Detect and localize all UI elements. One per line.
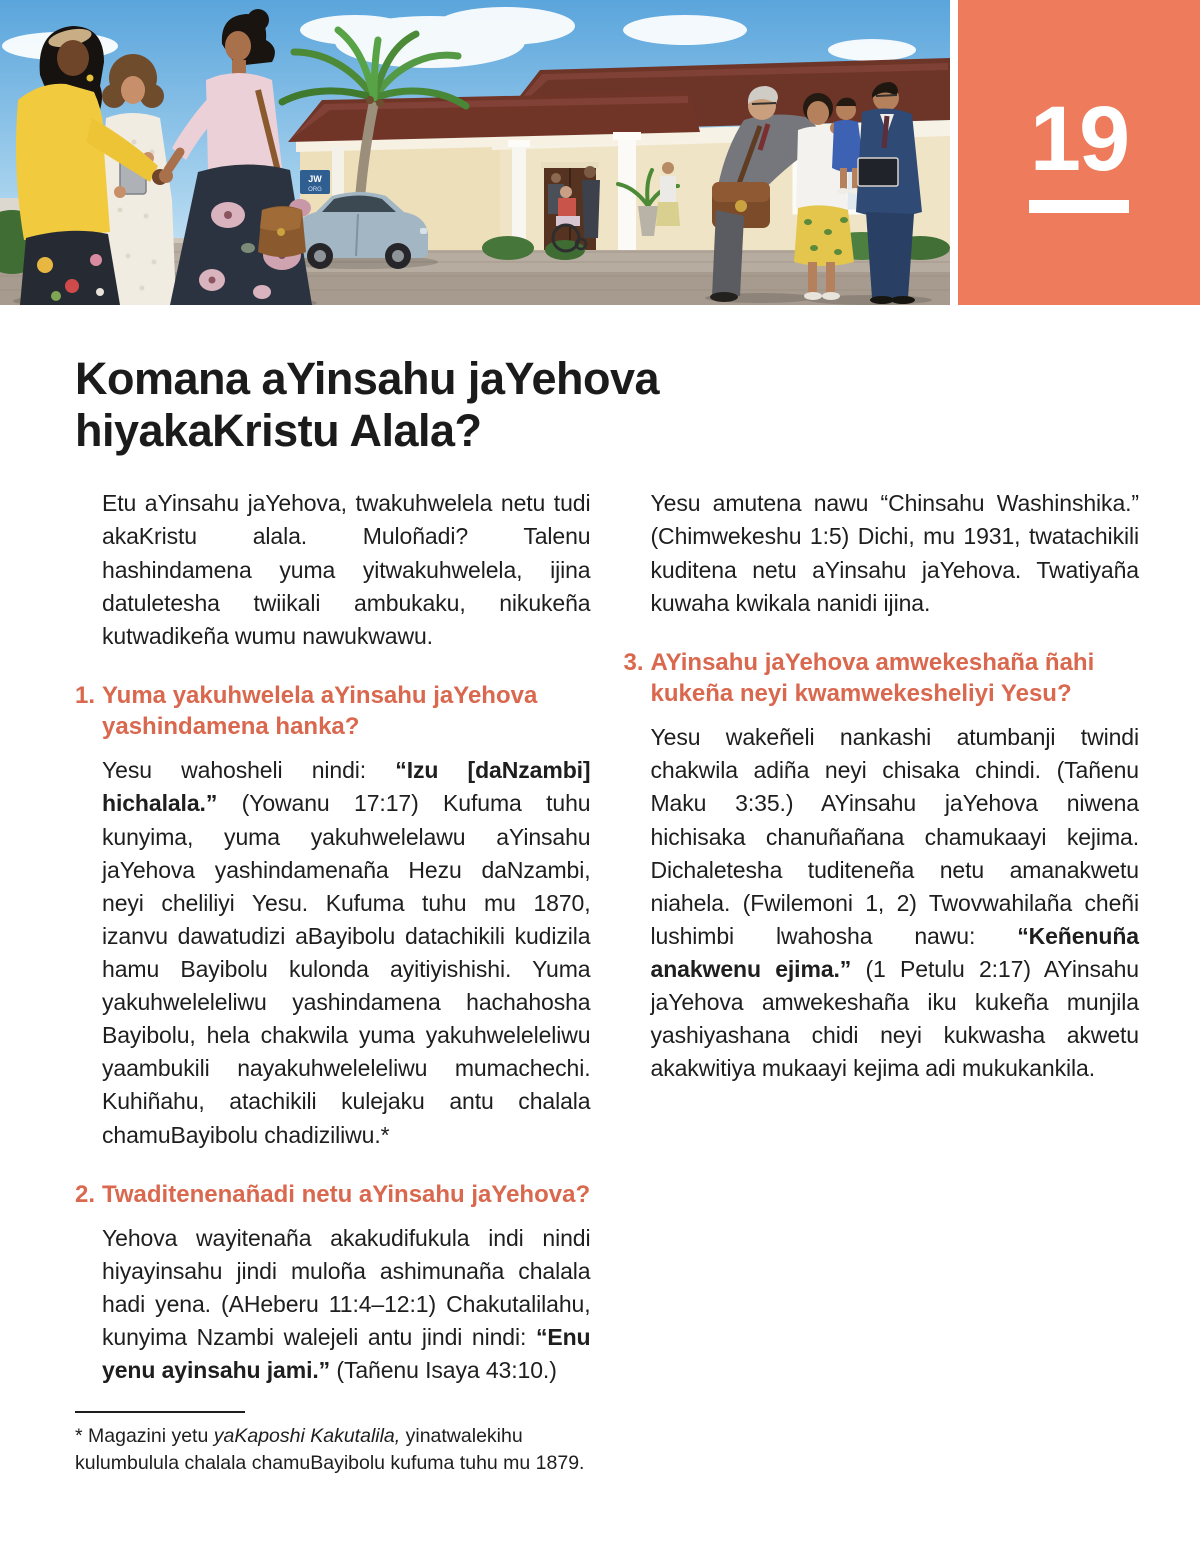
shoulder-bag [258,206,306,257]
svg-text:JW: JW [308,174,322,184]
lesson-number: 19 [1029,87,1129,190]
svg-text:ORG: ORG [308,187,322,193]
lesson-number-badge [958,0,1200,305]
header-photo [0,0,950,305]
left-column [75,487,591,1476]
question-3-heading [624,647,1140,709]
question-1-text: Yuma yakuhwelela aYinsahu jaYehova yashindamena hanka? [102,681,538,741]
question-2-paragraph: Yehova wayitenaña akakudifukula indi nindi hiyayinsahu jindi muloña ashimunaña chalala hadi yena. (AHeberu 11:4–12:1) Chakutalilahu, kunyima Nzambi walejeli antu jindi nindi: “Enu yenu ayinsahu jami.” (Tañenu Isaya 43:10.) [102,1224,591,1384]
question-1-number: 1. [75,681,96,709]
question-2-number: 2. [75,1180,96,1208]
question-2-paragraph-continued: Yesu amutena nawu “Chinsahu Washinshika.” (Chimwekeshu 1:5) Dichi, mu 1931, twatachikili kuditena netu aYinsahu jaYehova. Twatiyaña kuwaha kwikala nanidi ijina. [650,490,1139,616]
footnote-rule [75,1411,245,1413]
question-3-paragraph: Yesu wakeñeli nankashi atumbanji twindi chakwila adiña neyi chisaka chindi. (Tañenu Maku 3:35.) AYinsahu jaYehova niwena hichisaka chanuñañana chamukaayi kejima. Dichaletesha tuditeneña netu amanakwetu niahela. (Fwilemoni 1, 2) Twovwahilaña cheñi lushimbi lwahosha nawu: “Keñenuña anakwenu ejima.” (1 Petulu 2:17) AYinsahu jaYehova amwekeshaña iku kukeña munjila yashiyashana chidi neyi kukwasha akwetu akakwitiya mukaayi kejima adi mukukankila. [650,724,1139,1082]
question-1-heading [75,680,591,742]
footnote: * Magazini yetu yaKaposhi Kakutalila, yinatwalekihu kulumbulula chalala chamuBayibolu kufuma tuhu mu 1879. [75,1425,585,1474]
question-2-text: Twaditenenañadi netu aYinsahu jaYehova? [102,1180,591,1208]
page-title: Komana aYinsahu jaYehova hiyakaKristu Alala? [75,353,660,457]
page-header [0,0,1200,305]
article-body [0,487,1200,1476]
question-3-number: 3. [623,648,644,676]
question-1-paragraph: Yesu wahosheli nindi: “Izu [daNzambi] hichalala.” (Yowanu 17:17) Kufuma tuhu kunyima, yuma yakuhwelelawu aYinsahu jaYehova yashindamenaña Hezu daNzambi, neyi cheliliyi Yesu. Kufuma tuhu mu 1870, izanvu dawatudizi aBayibolu datachikili kudizila hamu Bayibolu kulonda ayitiyishishi. Yuma yakuhweleleliwu yashindamena hachahosha Bayibolu, hela chakwila yuma yakuhweleleliwu yaambukili nayakuhweleleliwu mumachechi. Kuhiñahu, atachikili kulejaku antu chalala chamuBayibolu chadiziliwu.* [102,757,591,1148]
jw-sign [300,170,330,194]
question-3-text: AYinsahu jaYehova amwekeshaña ñahi kukeña neyi kwamwekesheliyi Yesu? [650,648,1095,707]
right-column [624,487,1140,1476]
question-2-heading [75,1179,591,1210]
intro-paragraph: Etu aYinsahu jaYehova, twakuhwelela netu tudi akaKristu alala. Muloñadi? Talenu hashindamena yuma yitwakuhwelela, ijina datuletesha twiikali ambukaku, nikukeña kutwadikeña wumu nawukwawu. [102,490,591,649]
lesson-underline [1029,200,1129,213]
